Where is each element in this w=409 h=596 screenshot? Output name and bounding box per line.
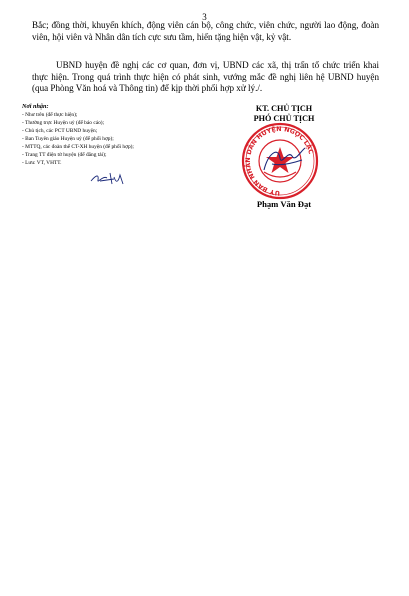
handwritten-signature (258, 140, 310, 180)
page-number: 3 (202, 12, 207, 22)
signer-title-line-2: PHÓ CHỦ TỊCH (253, 113, 315, 123)
recipients-block (22, 103, 212, 167)
recipients-list (22, 111, 212, 167)
signer-title-line-1: KT. CHỦ TỊCH (255, 104, 313, 113)
recipients-title: Nơi nhận: (22, 103, 49, 110)
recipient-item: - Như trên (để thực hiện); (22, 112, 78, 118)
recipient-item: - MTTQ, các đoàn thể CT-XH huyện (để phối hợp); (22, 144, 134, 150)
signature-stroke (264, 148, 305, 170)
recipient-item: - Ban Tuyên giáo Huyện uỷ (để phối hợp); (22, 136, 114, 142)
seal-text-path: UỶ BAN NHÂN DÂN HUYỆN NGỌC LẶC (243, 124, 316, 198)
body-paragraph-1: Bắc; đồng thời, khuyến khích, động viên cán bộ, công chức, viên chức, người lao động, đoàn viên, hội viên và Nhân dân tích cực sưu tầm, hiến tặng hiện vật, kỷ vật. (32, 20, 379, 42)
initials-stroke (91, 173, 123, 184)
initials-signature (88, 169, 128, 189)
body-paragraph-2: UBND huyện đề nghị các cơ quan, đơn vị, UBND các xã, thị trấn tổ chức triển khai thực hiện. Trong quá trình thực hiện có phát sinh, vướng mắc đề nghị liên hệ UBND huyện (qua Phòng Văn hoá và Thông tin) để kịp thời phối hợp xử lý./. (32, 60, 379, 93)
signer-name: Phạm Văn Đạt (256, 199, 312, 209)
recipient-item: - Chủ tịch, các PCT UBND huyện; (22, 128, 98, 134)
recipient-item: - Thường trực Huyện uỷ (để báo cáo); (22, 120, 105, 126)
recipient-item: - Lưu: VT, VHTT. (22, 160, 62, 166)
recipient-item: - Trang TT điện tử huyện (để đăng tải); (22, 152, 107, 158)
